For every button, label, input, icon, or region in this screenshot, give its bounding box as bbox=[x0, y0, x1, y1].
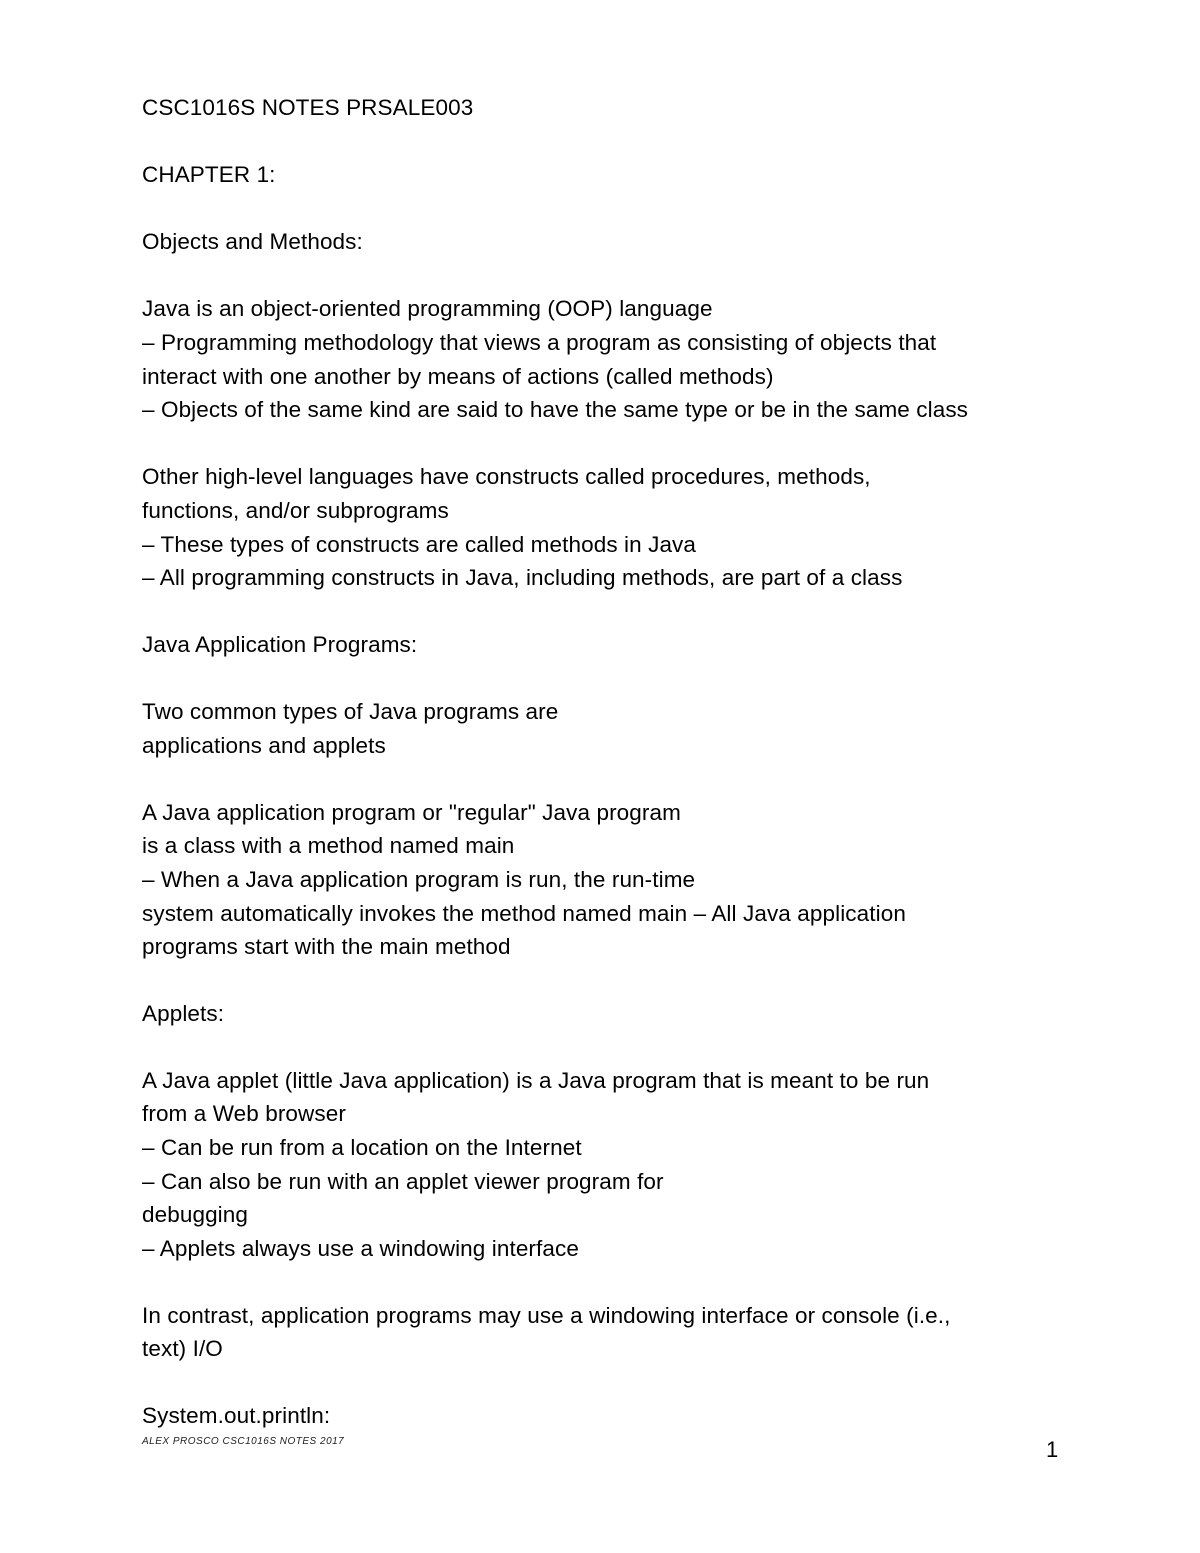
bullet-line: – Can also be run with an applet viewer program for bbox=[142, 1169, 664, 1194]
section-heading: Objects and Methods: bbox=[142, 229, 363, 254]
paragraph-line: A Java application program or "regular" Java program bbox=[142, 800, 681, 825]
doc-title: CSC1016S NOTES PRSALE003 bbox=[142, 95, 474, 120]
paragraph-line: Other high-level languages have constructs called procedures, methods, bbox=[142, 464, 871, 489]
paragraph-line: debugging bbox=[142, 1202, 249, 1227]
section-heading: System.out.println: bbox=[142, 1403, 331, 1428]
paragraph-line: Two common types of Java programs are bbox=[142, 699, 559, 724]
bullet-line: – Applets always use a windowing interface bbox=[142, 1236, 579, 1261]
page-number: 1 bbox=[1046, 1437, 1059, 1462]
section-heading: Java Application Programs: bbox=[142, 632, 418, 657]
paragraph-line: applications and applets bbox=[142, 733, 386, 758]
bullet-line: – When a Java application program is run, the run-time bbox=[142, 867, 696, 892]
bullet-line: – Objects of the same kind are said to have the same type or be in the same class bbox=[142, 397, 969, 422]
bullet-line: – Can be run from a location on the Internet bbox=[142, 1135, 582, 1160]
paragraph-line: system automatically invokes the method named main – All Java application bbox=[142, 901, 906, 926]
chapter-heading: CHAPTER 1: bbox=[142, 162, 276, 187]
paragraph-line: Java is an object-oriented programming (OOP) language bbox=[142, 296, 713, 321]
paragraph-line: programs start with the main method bbox=[142, 934, 511, 959]
bullet-line: – All programming constructs in Java, including methods, are part of a class bbox=[142, 565, 903, 590]
bullet-line: – These types of constructs are called methods in Java bbox=[142, 532, 697, 557]
paragraph-line: In contrast, application programs may use a windowing interface or console (i.e., bbox=[142, 1303, 951, 1328]
paragraph-line: from a Web browser bbox=[142, 1101, 346, 1126]
paragraph-line: functions, and/or subprograms bbox=[142, 498, 449, 523]
bullet-line: – Programming methodology that views a program as consisting of objects that bbox=[142, 330, 937, 355]
section-heading: Applets: bbox=[142, 1001, 225, 1026]
paragraph-line: interact with one another by means of actions (called methods) bbox=[142, 364, 774, 389]
paragraph-line: A Java applet (little Java application) is a Java program that is meant to be run bbox=[142, 1068, 930, 1093]
page-footer: ALEX PROSCO CSC1016S NOTES 2017 bbox=[142, 1436, 345, 1447]
paragraph-line: is a class with a method named main bbox=[142, 833, 515, 858]
paragraph-line: text) I/O bbox=[142, 1336, 223, 1361]
